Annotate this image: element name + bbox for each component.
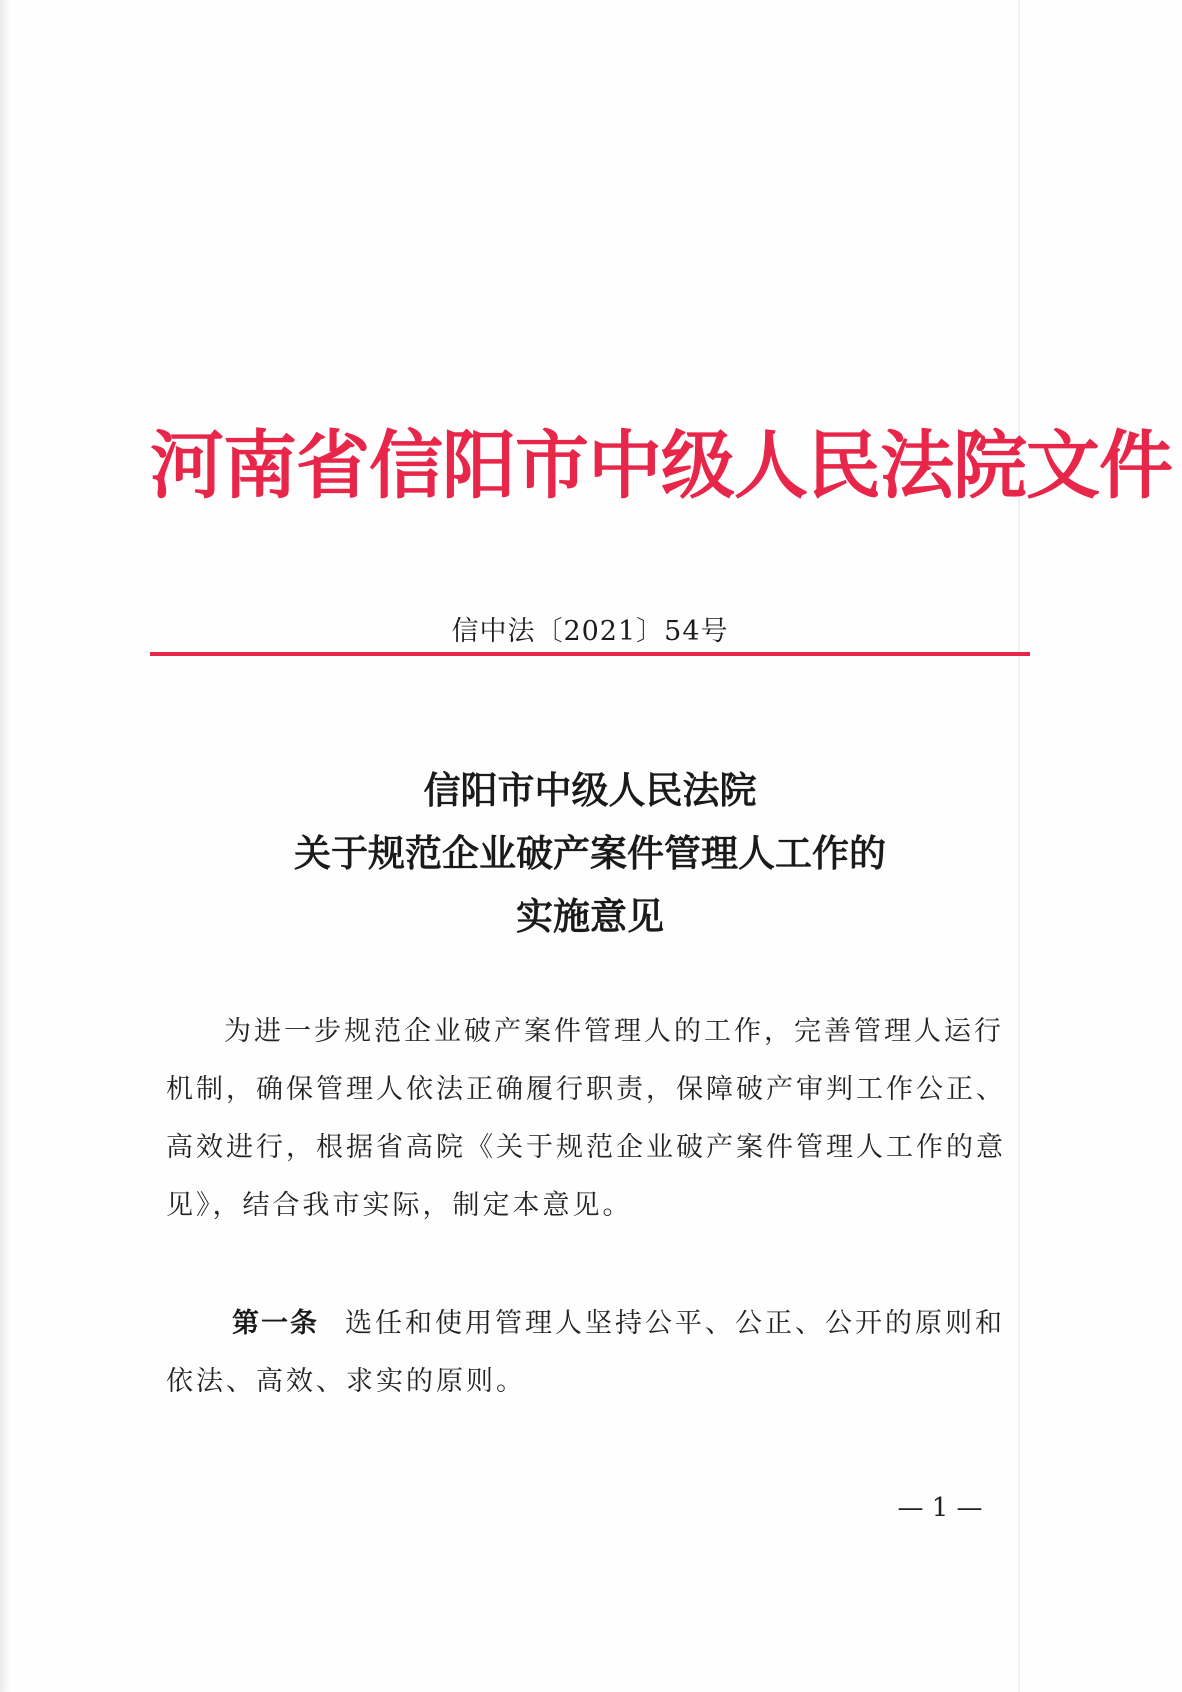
preamble-line-4: 见》，结合我市实际，制定本意见。 xyxy=(166,1190,633,1221)
article-1-line-1 xyxy=(232,1296,1112,1352)
article-1-label: 第一条 xyxy=(232,1308,319,1339)
article-1-text-1: 选任和使用管理人坚持公平、公正、公开的原则和 xyxy=(345,1308,1005,1339)
document-title-line-1: 信阳市中级人民法院 xyxy=(423,769,757,812)
preamble-line-1: 为进一步规范企业破产案件管理人的工作，完善管理人运行 xyxy=(224,1016,1004,1047)
article-1-line-2: 依法、高效、求实的原则。 xyxy=(166,1366,526,1397)
letterhead-title: 河南省信阳市中级人民法院文件 xyxy=(150,423,1172,509)
preamble-line-2: 机制，确保管理人依法正确履行职责，保障破产审判工作公正、 xyxy=(166,1074,1006,1105)
document-number: 信中法〔2021〕54号 xyxy=(451,616,729,647)
letterhead-red-rule xyxy=(150,652,1030,656)
preamble-line-3: 高效进行，根据省高院《关于规范企业破产案件管理人工作的意 xyxy=(166,1132,1006,1163)
page-number: — 1 — xyxy=(897,1493,983,1523)
scan-left-edge xyxy=(0,0,10,1692)
document-title-line-3: 实施意见 xyxy=(516,895,664,938)
document-title-line-2: 关于规范企业破产案件管理人工作的 xyxy=(294,832,886,875)
